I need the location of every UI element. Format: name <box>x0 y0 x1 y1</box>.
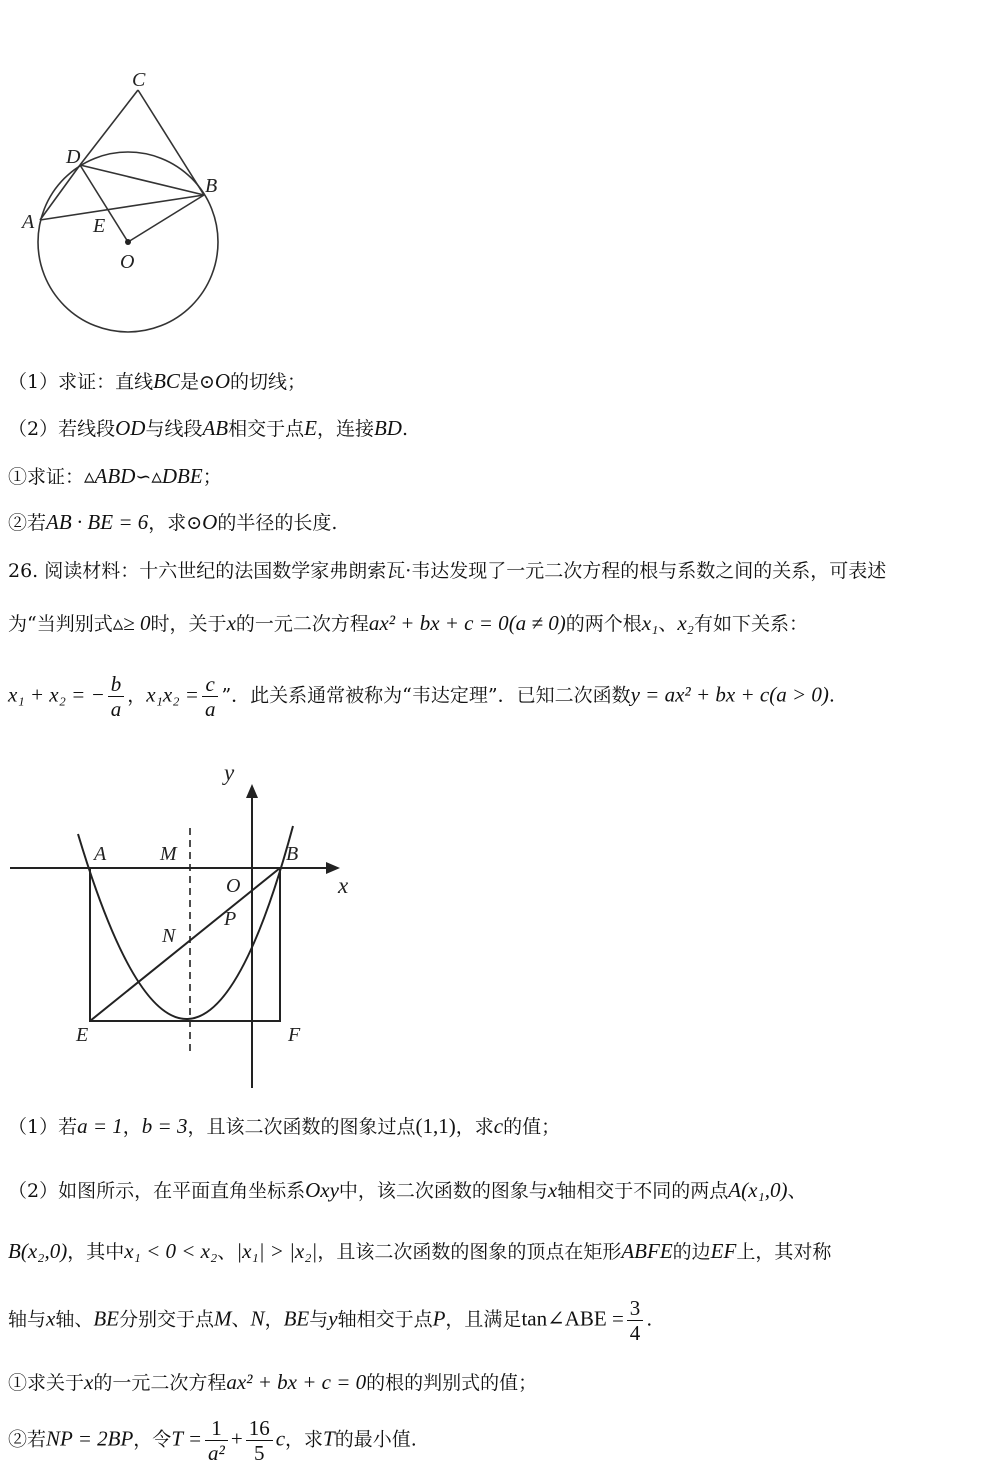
text: 分别交于点 <box>119 1308 215 1331</box>
math-inequality: x₁ < 0 < x₂ <box>124 1239 218 1263</box>
fraction-b-over-a <box>108 672 125 721</box>
label-d: D <box>66 146 81 168</box>
text: 相交于点 <box>228 418 305 440</box>
math-x1: x₁ <box>641 611 659 635</box>
numerator: 16 <box>246 1416 273 1441</box>
label-n: N <box>162 925 176 947</box>
text: . <box>401 418 409 440</box>
math-point-b: B(x₂,0) <box>8 1239 68 1263</box>
text: 、 <box>787 1180 807 1202</box>
text: ， <box>264 1308 284 1331</box>
text: 与 <box>309 1308 329 1331</box>
label-p: P <box>224 908 237 930</box>
math-equation: ax² + bx + c = 0 <box>368 611 509 635</box>
numerator: 1 <box>205 1416 228 1441</box>
y-axis-arrow <box>246 784 258 798</box>
text: ，求⊙ <box>148 512 203 534</box>
q26-part2-line2 <box>8 1237 831 1264</box>
text: . <box>646 1308 653 1331</box>
text: 与线段 <box>145 418 203 440</box>
math-x: x <box>84 1370 94 1394</box>
math-product: x₁x₂ = <box>146 682 199 707</box>
label-a: A <box>22 211 35 233</box>
label-c: C <box>132 69 146 91</box>
text: 的根的判别式的值； <box>366 1372 538 1394</box>
fraction-1-over-a2 <box>205 1416 228 1465</box>
text: 的切线； <box>230 371 307 393</box>
math-function: y = ax² + bx + c <box>630 682 770 707</box>
numerator: b <box>108 672 125 697</box>
segment-db <box>80 165 204 195</box>
math-tan: tan∠ABE = <box>521 1306 624 1331</box>
math-condition: (a > 0) <box>769 682 829 707</box>
math-expr: AB · BE = 6 <box>46 510 149 534</box>
math-c: c <box>275 1426 286 1451</box>
text: ，且该二次函数的图象过点 <box>187 1116 416 1138</box>
numerator: 3 <box>627 1296 644 1321</box>
math-o: O <box>214 369 231 393</box>
text: 是⊙ <box>179 371 215 393</box>
math-o: O <box>202 510 218 534</box>
q26-line1: 26. 阅读材料：十六世纪的法国数学家弗朗索瓦·韦达发现了一元二次方程的根与系数之间的关系，可表述 <box>8 560 887 582</box>
text: 、 <box>217 1241 237 1263</box>
text: 、 <box>231 1308 251 1331</box>
label-x: x <box>338 873 349 898</box>
label-e: E <box>93 215 106 237</box>
denominator: 5 <box>253 1441 265 1465</box>
label-f: F <box>288 1024 301 1046</box>
text: 的最小值. <box>334 1428 417 1451</box>
text: （2）如图所示，在平面直角坐标系 <box>8 1180 306 1202</box>
text: 、 <box>658 613 678 635</box>
denominator: a <box>204 697 216 721</box>
math-y: y <box>328 1306 338 1331</box>
math-bd: BD <box>373 416 402 440</box>
text: 的一元二次方程 <box>93 1372 227 1394</box>
q26-part2-line3 <box>8 1296 652 1345</box>
q26-line3 <box>8 672 835 721</box>
plus-sign: + <box>230 1426 243 1451</box>
segment-ad <box>40 165 80 220</box>
q25-part2 <box>8 414 408 441</box>
text: 的两个根 <box>565 613 642 635</box>
q25-sub2 <box>8 508 337 535</box>
figure-parabola-rectangle <box>0 755 380 1095</box>
text: 的边 <box>672 1241 711 1263</box>
label-y: y <box>224 760 235 785</box>
text: （1）求证：直线 <box>8 371 154 393</box>
text: ②若 <box>8 1428 47 1451</box>
label-o: O <box>226 875 241 897</box>
text: ①求证： <box>8 466 85 488</box>
text: 有如下关系： <box>693 613 808 635</box>
text: 轴与 <box>8 1308 47 1331</box>
q26-sub2 <box>8 1416 417 1465</box>
math-x: x <box>226 611 236 635</box>
text: 轴、 <box>55 1308 94 1331</box>
segment-cb <box>138 90 204 195</box>
numerator: c <box>202 672 219 697</box>
label-b: B <box>286 843 299 865</box>
segment-ab <box>40 195 204 220</box>
text: 轴相交于不同的两点 <box>557 1180 729 1202</box>
fraction-c-over-a <box>202 672 219 721</box>
text: ， <box>127 684 147 707</box>
q26-part2-line1 <box>8 1176 806 1203</box>
text: 的值； <box>503 1116 561 1138</box>
math-m: M <box>214 1306 232 1331</box>
math-be: BE <box>93 1306 120 1331</box>
math-be: BE <box>283 1306 310 1331</box>
segment-ob <box>128 195 204 242</box>
text: ，令 <box>133 1428 172 1451</box>
text: ，求 <box>455 1116 494 1138</box>
text: ； <box>202 466 222 488</box>
math-oxy: Oxy <box>305 1178 339 1202</box>
math-equation: ax² + bx + c = 0 <box>226 1370 367 1394</box>
math-od: OD <box>115 416 146 440</box>
math-np: NP = 2BP <box>46 1426 134 1451</box>
math-b: b = 3 <box>141 1114 188 1138</box>
text: ，连接 <box>316 418 374 440</box>
fraction-3-over-4 <box>627 1296 644 1345</box>
text: ①求关于 <box>8 1372 85 1394</box>
fraction-16-over-5 <box>246 1416 273 1465</box>
text: . <box>828 684 835 707</box>
text: 时，关于 <box>150 613 227 635</box>
figure-circle-tangent <box>0 55 240 345</box>
text: 轴相交于点 <box>337 1308 433 1331</box>
label-b: B <box>205 175 218 197</box>
math-abfe: ABFE <box>621 1239 673 1263</box>
math-triangle-abd: ▵ABD <box>84 464 136 488</box>
text: 上，其对称 <box>736 1241 832 1263</box>
math-triangle-dbe: ▵DBE <box>151 464 203 488</box>
text: 的半径的长度. <box>217 512 338 534</box>
math-e: E <box>304 416 317 440</box>
math-bc: BC <box>153 369 180 393</box>
math-sum: x₁ + x₂ = − <box>8 682 105 707</box>
denominator: 4 <box>629 1321 641 1345</box>
similar-symbol: ∽ <box>135 466 152 488</box>
math-ef: EF <box>710 1239 737 1263</box>
text: （2）若线段 <box>8 418 116 440</box>
math-x: x <box>547 1178 558 1202</box>
math-a: a = 1 <box>77 1114 123 1138</box>
text: 的一元二次方程 <box>235 613 369 635</box>
math-ab: AB <box>202 416 229 440</box>
math-t: T = <box>171 1426 203 1451</box>
text: ②若 <box>8 512 47 534</box>
q25-sub1 <box>8 462 222 489</box>
parabola <box>78 826 293 1019</box>
q26-line2 <box>8 609 808 636</box>
math-x2: x₂ <box>677 611 694 635</box>
math-t: T <box>323 1426 335 1451</box>
math-point-a: A(x₁,0) <box>728 1178 788 1202</box>
label-e: E <box>76 1024 89 1046</box>
text: ，求 <box>285 1428 324 1451</box>
text: ， <box>122 1116 142 1138</box>
math-p: P <box>432 1306 446 1331</box>
label-a: A <box>94 843 107 865</box>
denominator: a² <box>208 1441 225 1465</box>
math-x: x <box>46 1306 56 1331</box>
text: ，且该二次函数的图象的顶点在矩形 <box>317 1241 622 1263</box>
math-condition: ▵≥ 0 <box>112 611 151 635</box>
math-point: (1,1) <box>415 1114 456 1138</box>
q26-sub1 <box>8 1368 537 1395</box>
math-n: N <box>250 1306 265 1331</box>
q25-part1 <box>8 367 306 394</box>
math-inequality: |x₁| > |x₂| <box>236 1239 318 1263</box>
text: ，其中 <box>67 1241 125 1263</box>
q26-part1 <box>8 1112 560 1139</box>
text: ，且满足 <box>445 1308 522 1331</box>
text: 中，该二次函数的图象与 <box>338 1180 548 1202</box>
math-c: c <box>493 1114 504 1138</box>
label-m: M <box>160 843 177 865</box>
math-condition: (a ≠ 0) <box>508 611 566 635</box>
text: ”．此关系通常被称为“韦达定理”．已知二次函数 <box>221 684 631 707</box>
denominator: a <box>110 697 122 721</box>
text: 为“当判别式 <box>8 613 113 635</box>
text: （1）若 <box>8 1116 78 1138</box>
label-o: O <box>120 251 135 273</box>
center-point <box>125 239 131 245</box>
